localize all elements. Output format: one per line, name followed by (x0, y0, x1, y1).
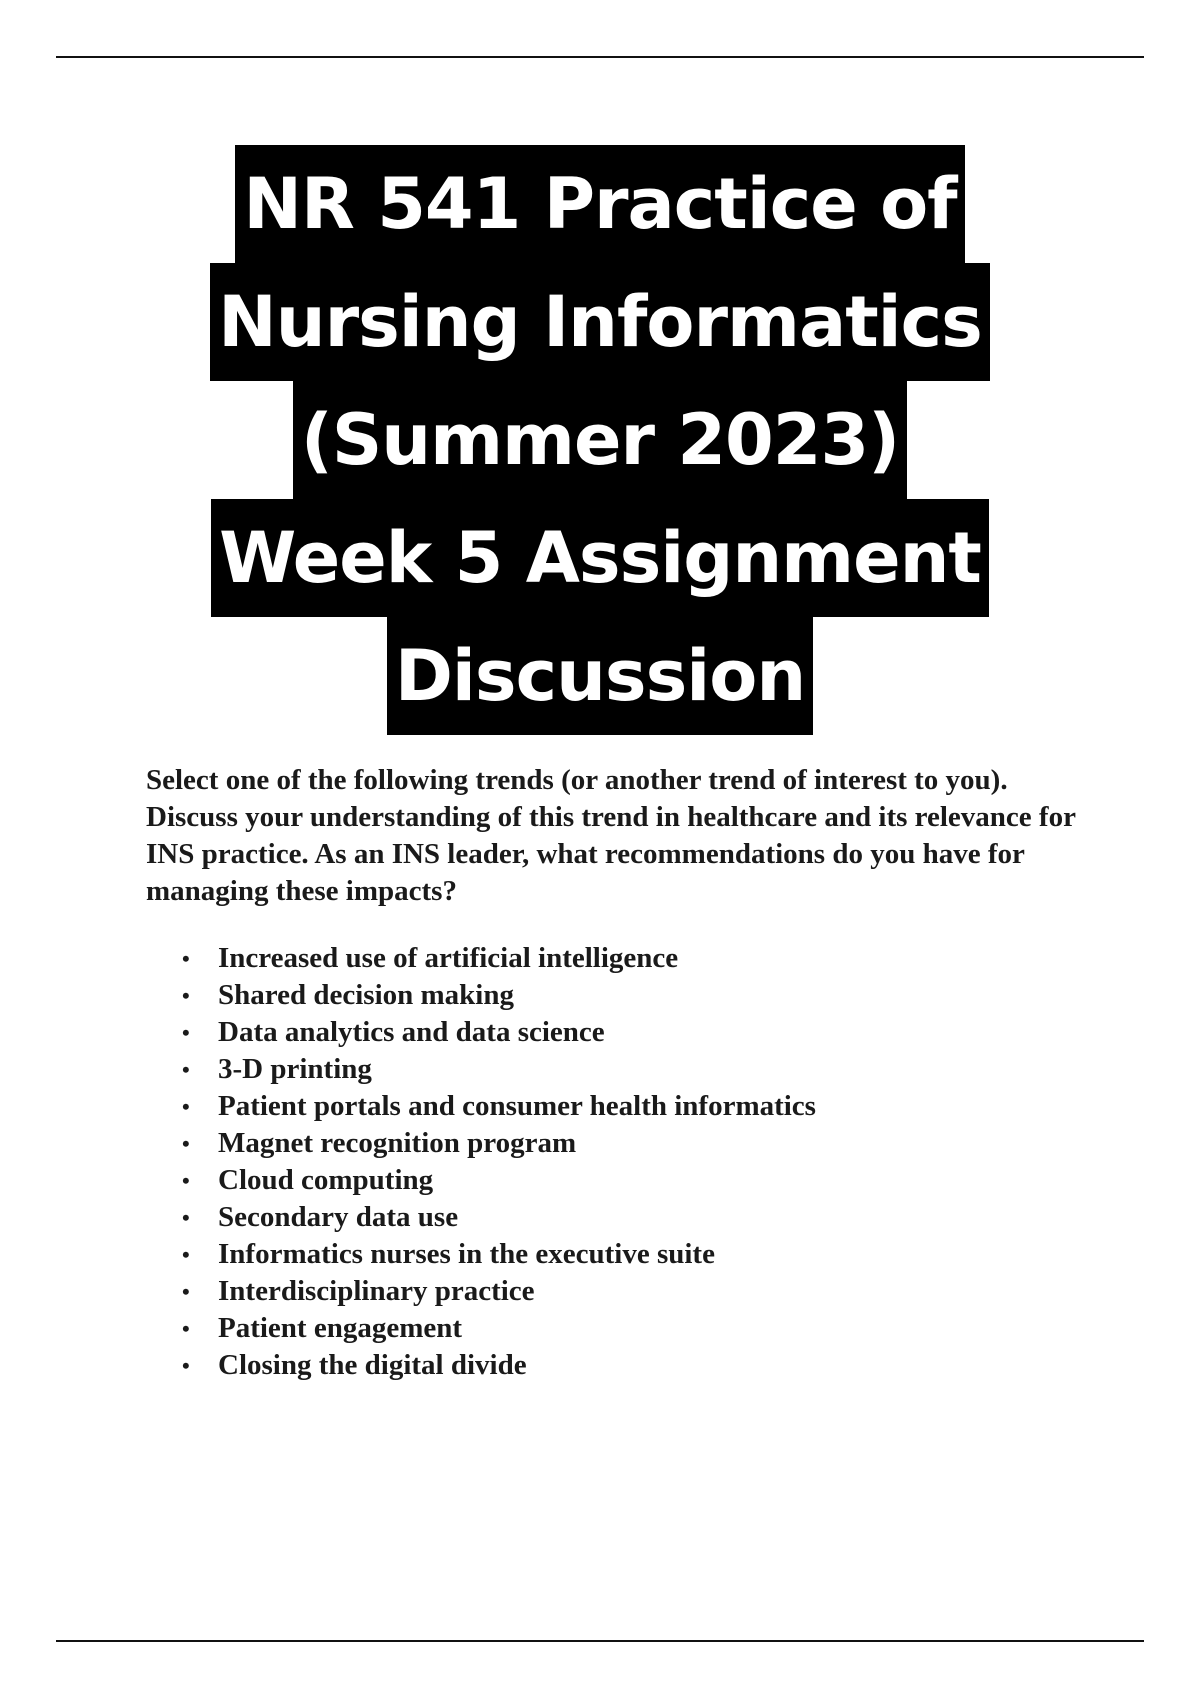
list-item (146, 1236, 1046, 1273)
list-item (146, 1347, 1046, 1384)
trend-label: Closing the digital divide (218, 1349, 527, 1381)
list-item (146, 1014, 1046, 1051)
document-title (0, 145, 1200, 735)
bullet-icon: • (182, 1020, 190, 1045)
bullet-icon: • (182, 1279, 190, 1304)
trend-label: Interdisciplinary practice (218, 1275, 535, 1307)
trend-label: Patient engagement (218, 1312, 463, 1344)
list-item (146, 940, 1046, 977)
bullet-icon: • (182, 1094, 190, 1119)
bullet-icon: • (182, 1131, 190, 1156)
trend-label: Shared decision making (218, 979, 514, 1011)
title-line-4: Week 5 Assignment (211, 499, 989, 617)
trend-label: Patient portals and consumer health informatics (218, 1090, 816, 1122)
list-item (146, 1310, 1046, 1347)
title-line-5: Discussion (387, 617, 813, 735)
bullet-icon: • (182, 946, 190, 971)
trend-label: Informatics nurses in the executive suite (218, 1238, 715, 1270)
list-item (146, 1051, 1046, 1088)
bullet-icon: • (182, 1316, 190, 1341)
bullet-icon: • (182, 1168, 190, 1193)
assignment-prompt: Select one of the following trends (or another trend of interest to you). Discuss your understanding of this trend in healthcare and its relevance for INS practice. As an INS leader, what recommendations do you have for managing these impacts? (146, 764, 1076, 907)
list-item (146, 1125, 1046, 1162)
bullet-icon: • (182, 1242, 190, 1267)
list-item (146, 1199, 1046, 1236)
bullet-icon: • (182, 983, 190, 1008)
trend-label: Secondary data use (218, 1201, 459, 1233)
list-item (146, 1273, 1046, 1310)
top-divider (56, 56, 1144, 58)
trend-label: Data analytics and data science (218, 1016, 605, 1048)
trend-label: Cloud computing (218, 1164, 434, 1196)
trend-list (146, 940, 1046, 1384)
bottom-divider (56, 1640, 1144, 1642)
trend-label: Increased use of artificial intelligence (218, 942, 679, 974)
title-line-1: NR 541 Practice of (235, 145, 964, 263)
title-line-3: (Summer 2023) (293, 381, 907, 499)
bullet-icon: • (182, 1057, 190, 1082)
trend-label: 3-D printing (218, 1053, 372, 1085)
list-item (146, 1088, 1046, 1125)
bullet-icon: • (182, 1353, 190, 1378)
bullet-icon: • (182, 1205, 190, 1230)
title-line-2: Nursing Informatics (210, 263, 990, 381)
list-item (146, 1162, 1046, 1199)
trend-label: Magnet recognition program (218, 1127, 577, 1159)
list-item (146, 977, 1046, 1014)
